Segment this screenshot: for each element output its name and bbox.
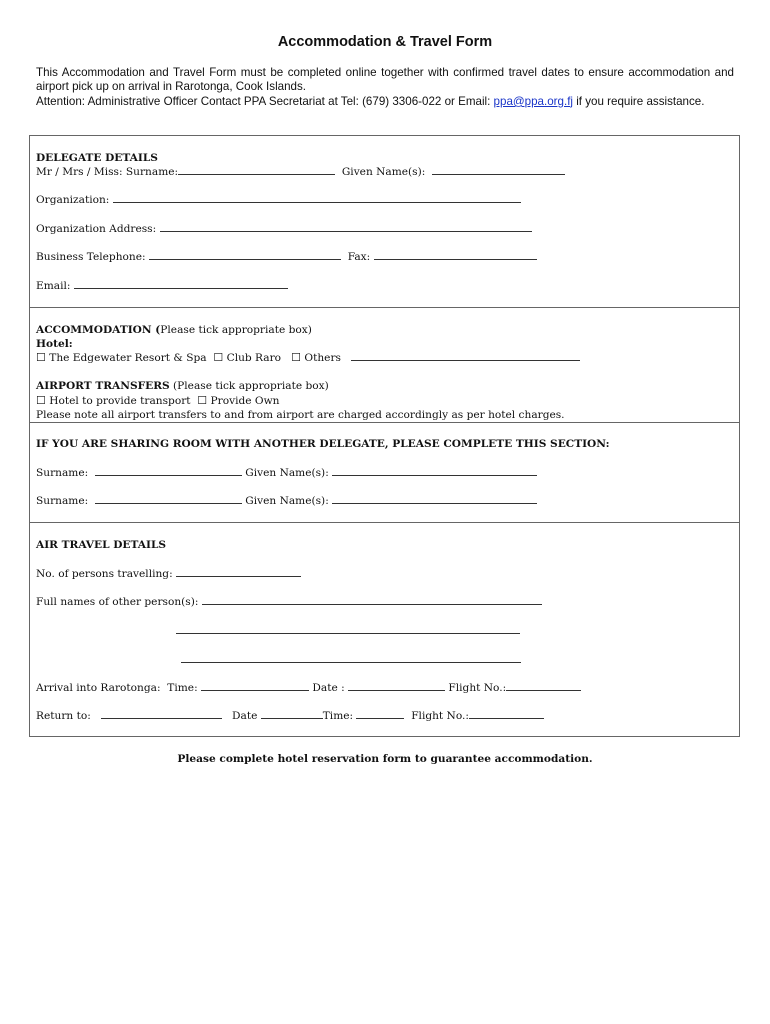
hotel-options-row xyxy=(36,351,580,365)
checkbox-provide-own[interactable]: ☐ xyxy=(197,394,208,407)
option-hotel-transport: Hotel to provide transport xyxy=(49,395,191,407)
org-address-label: Organization Address: xyxy=(36,223,157,235)
sharing-surname-label: Surname: xyxy=(36,495,89,507)
org-address-field[interactable] xyxy=(160,222,532,232)
option-edgewater: The Edgewater Resort & Spa xyxy=(49,352,207,364)
return-date-field[interactable] xyxy=(261,709,323,719)
persons-row xyxy=(36,567,301,581)
business-tel-row xyxy=(36,250,537,264)
footer-note: Please complete hotel reservation form to guarantee accommodation. xyxy=(177,753,593,765)
sharing-heading: IF YOU ARE SHARING ROOM WITH ANOTHER DELEGATE, PLEASE COMPLETE THIS SECTION: xyxy=(36,438,610,450)
org-address-row xyxy=(36,222,532,236)
sharing-given-label: Given Name(s): xyxy=(245,495,329,507)
return-to-field[interactable] xyxy=(101,709,222,719)
sharing-surname-field[interactable] xyxy=(95,494,242,504)
sharing-row-1 xyxy=(36,466,537,480)
option-provide-own: Provide Own xyxy=(210,395,280,407)
return-time-field[interactable] xyxy=(356,709,404,719)
intro-line: This Accommodation and Travel Form must be completed online together with confirmed travel dates to ensure accommodation and airport pick up on arrival in Rarotonga, Cook Islands. xyxy=(36,66,734,94)
other-names-field[interactable] xyxy=(202,595,542,605)
sharing-surname-label: Surname: xyxy=(36,467,89,479)
return-flight-label: Flight No.: xyxy=(411,710,469,722)
sharing-row-2 xyxy=(36,494,537,508)
checkbox-hotel-transport[interactable]: ☐ xyxy=(36,394,46,407)
other-names-label: Full names of other person(s): xyxy=(36,596,199,608)
fax-label: Fax: xyxy=(347,251,371,263)
attention-text: Attention: Administrative Officer Contact PPA Secretariat at Tel: (679) 3306-022 or Email: xyxy=(36,94,494,108)
arrival-time-label: Time: xyxy=(167,682,198,694)
business-tel-label: Business Telephone: xyxy=(36,251,146,263)
section-divider xyxy=(29,522,740,523)
email-field[interactable] xyxy=(74,279,288,289)
arrival-time-field[interactable] xyxy=(201,681,309,691)
section-divider xyxy=(29,307,740,308)
sharing-surname-field[interactable] xyxy=(95,466,242,476)
airport-options-row xyxy=(36,394,279,408)
return-time-label: Time: xyxy=(322,710,354,722)
surname-label: Mr / Mrs / Miss: Surname: xyxy=(36,166,179,178)
checkbox-edgewater[interactable]: ☐ xyxy=(36,351,46,364)
email-link[interactable]: ppa@ppa.org.fj xyxy=(493,94,573,108)
return-date-label: Date xyxy=(232,710,258,722)
surname-row xyxy=(36,165,565,179)
airport-heading: AIRPORT TRANSFERS xyxy=(36,380,170,392)
airport-note: (Please tick appropriate box) xyxy=(169,380,329,392)
return-label: Return to: xyxy=(36,710,91,722)
other-names-line-2 xyxy=(176,624,520,638)
organization-label: Organization: xyxy=(36,194,110,206)
organization-field[interactable] xyxy=(113,193,521,203)
return-flight-field[interactable] xyxy=(469,709,544,719)
accommodation-heading: ACCOMMODATION ( xyxy=(36,324,161,336)
checkbox-club-raro[interactable]: ☐ xyxy=(213,351,224,364)
business-tel-field[interactable] xyxy=(149,250,341,260)
delegate-heading: DELEGATE DETAILS xyxy=(36,152,158,164)
hotel-label: Hotel: xyxy=(36,338,73,350)
intro-text xyxy=(36,66,734,109)
airport-note-text: Please note all airport transfers to and from airport are charged accordingly as per hotel charges. xyxy=(36,409,565,421)
other-names-line-3 xyxy=(181,653,521,667)
sharing-given-field[interactable] xyxy=(332,466,537,476)
email-row xyxy=(36,279,288,293)
option-club-raro: Club Raro xyxy=(226,352,282,364)
airport-heading-row xyxy=(36,379,329,393)
sharing-given-label: Given Name(s): xyxy=(245,467,329,479)
other-names-field[interactable] xyxy=(181,653,521,663)
arrival-flight-field[interactable] xyxy=(506,681,581,691)
other-names-field[interactable] xyxy=(176,624,520,634)
form-title: Accommodation & Travel Form xyxy=(277,34,493,50)
arrival-label: Arrival into Rarotonga: xyxy=(36,682,161,694)
checkbox-others[interactable]: ☐ xyxy=(291,351,302,364)
persons-field[interactable] xyxy=(176,567,301,577)
arrival-date-label: Date : xyxy=(312,682,345,694)
arrival-date-field[interactable] xyxy=(348,681,445,691)
email-label: Email: xyxy=(36,280,71,292)
sharing-given-field[interactable] xyxy=(332,494,537,504)
other-names-row xyxy=(36,595,542,609)
others-field[interactable] xyxy=(351,351,580,361)
accommodation-note: Please tick appropriate box) xyxy=(160,324,312,336)
section-divider xyxy=(29,422,740,423)
option-others: Others xyxy=(304,352,341,364)
arrival-flight-label: Flight No.: xyxy=(448,682,507,694)
fax-field[interactable] xyxy=(374,250,537,260)
return-row xyxy=(36,709,544,723)
persons-label: No. of persons travelling: xyxy=(36,568,173,580)
air-travel-heading: AIR TRAVEL DETAILS xyxy=(36,539,167,551)
arrival-row xyxy=(36,681,581,695)
given-name-label: Given Name(s): xyxy=(341,166,426,178)
organization-row xyxy=(36,193,521,207)
attention-suffix: if you require assistance. xyxy=(573,94,705,108)
accommodation-heading-row xyxy=(36,323,312,337)
surname-field[interactable] xyxy=(178,165,335,175)
given-name-field[interactable] xyxy=(432,165,565,175)
